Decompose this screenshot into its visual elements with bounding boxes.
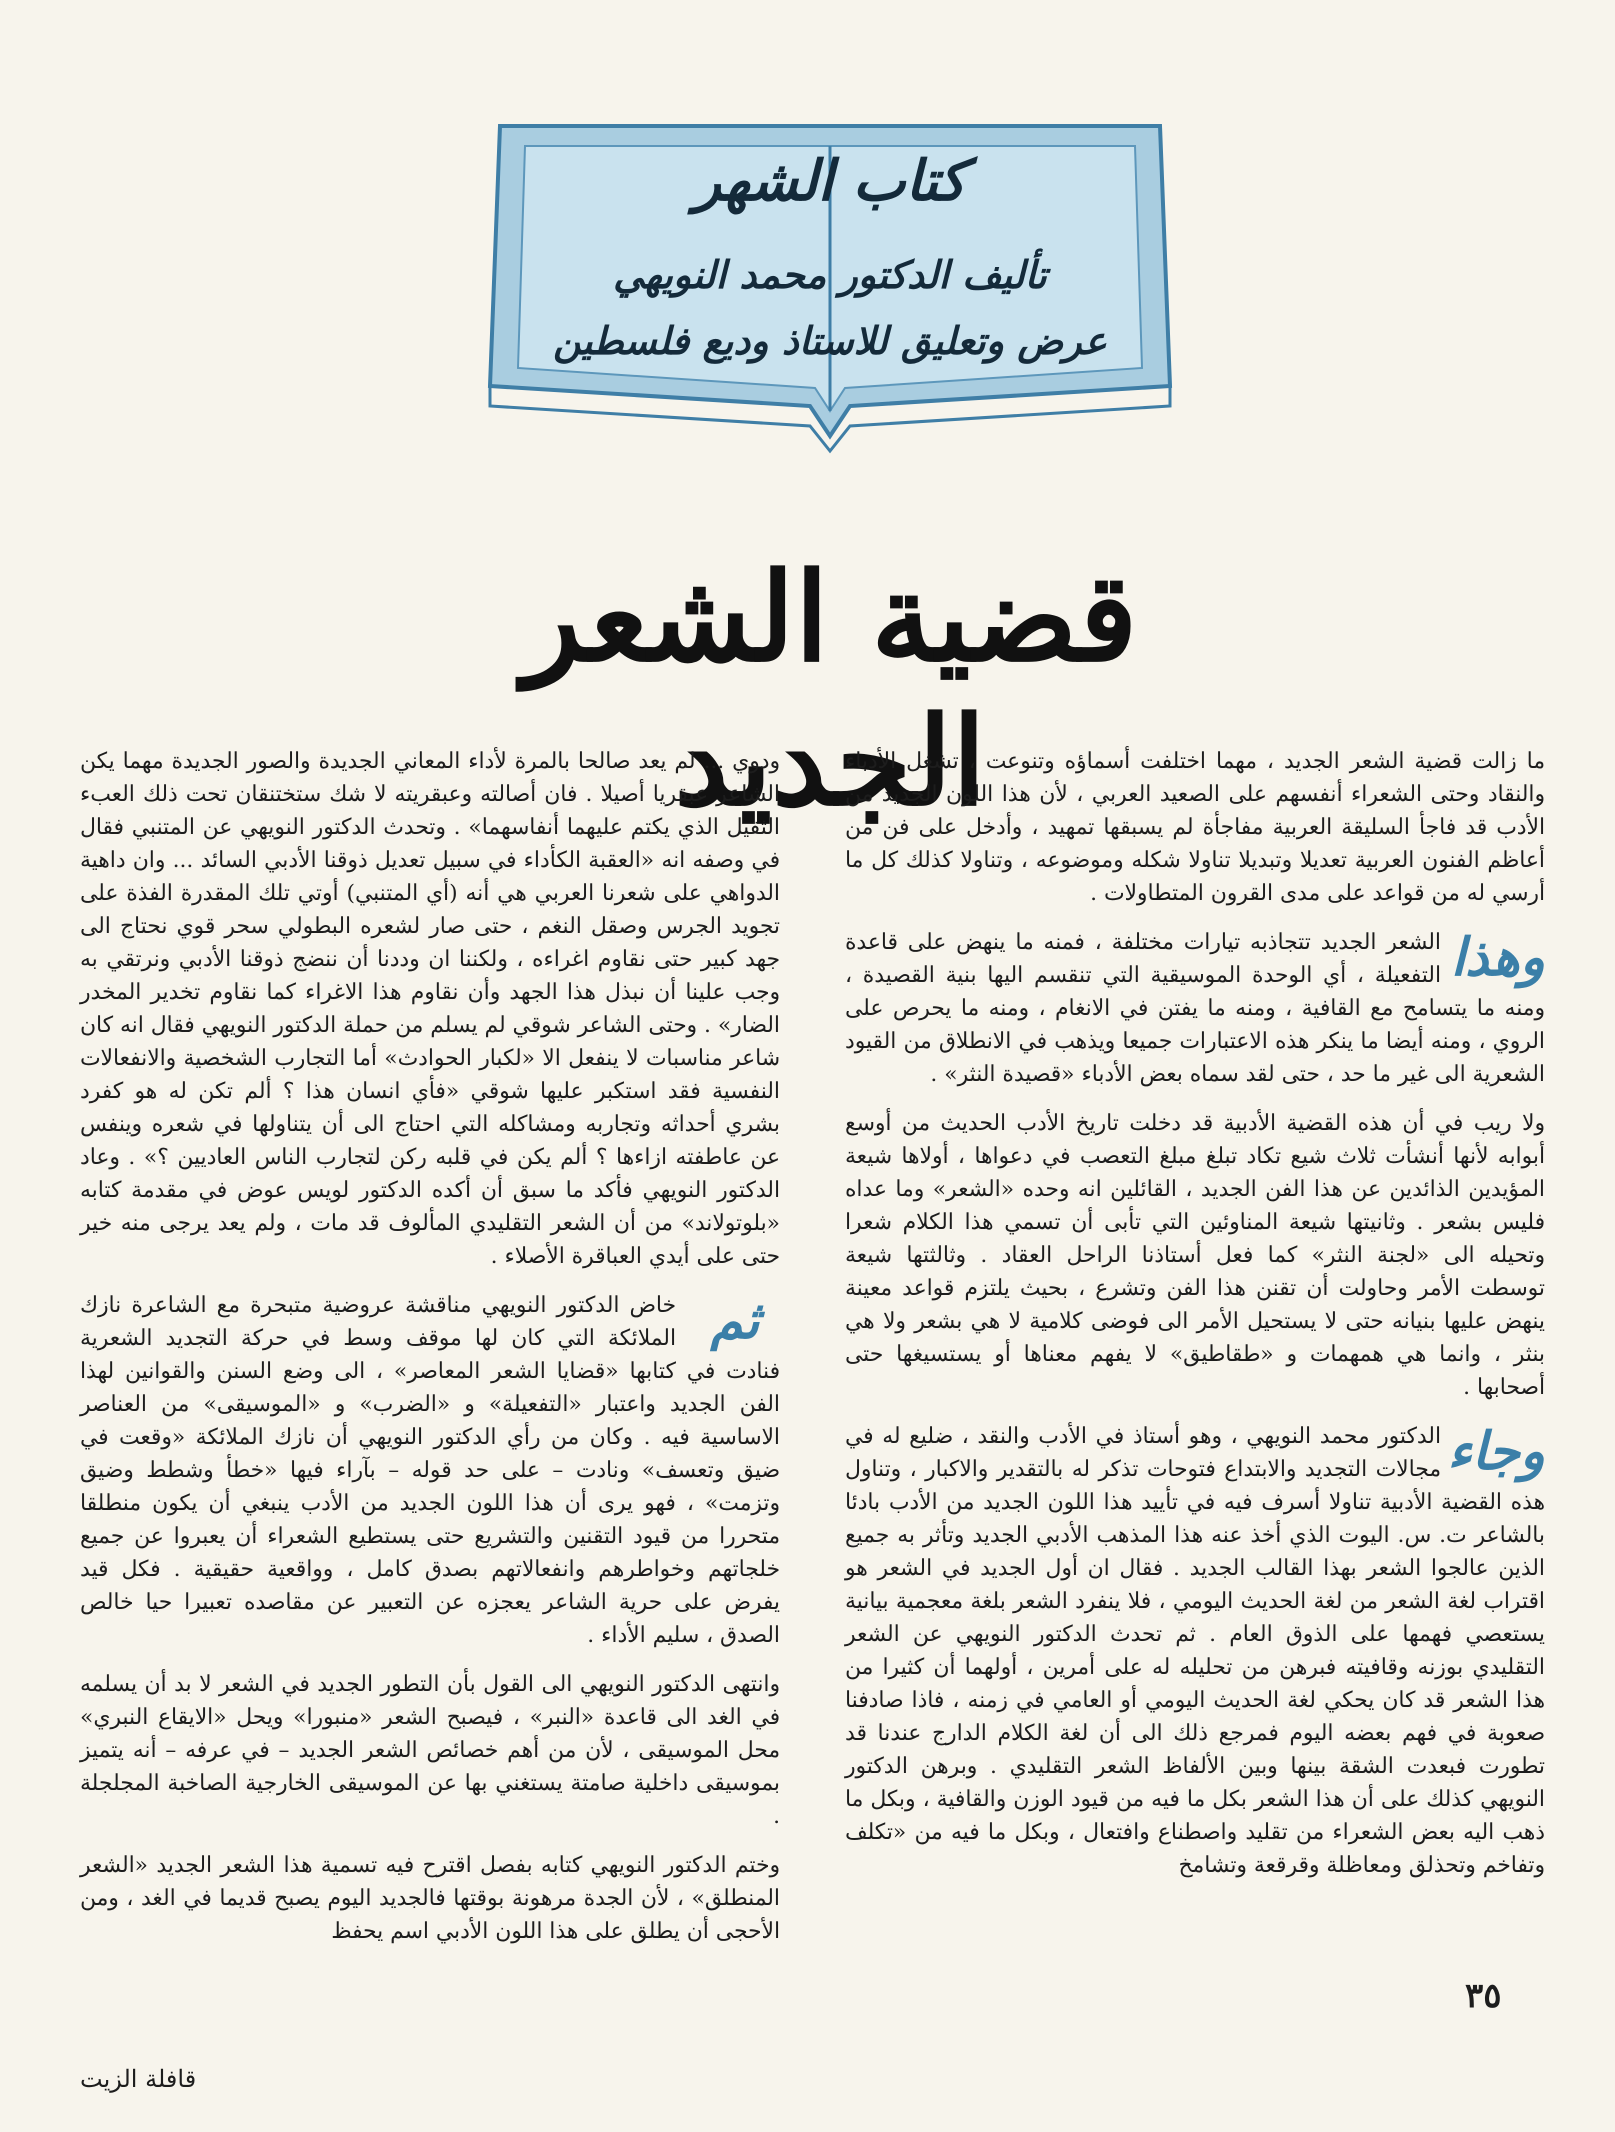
article-title: قضية الشعر الجديد: [522, 545, 1138, 833]
page-number: ٣٥: [1465, 1976, 1502, 2016]
drop-word: ثم: [710, 1290, 760, 1351]
paragraph: [80, 1289, 780, 1652]
drop-word: وهذا: [1450, 927, 1545, 988]
right-column: [845, 745, 1545, 1898]
paragraph: ودوي ... لم يعد صالحا بالمرة لأداء المعاني الجديدة والصور الجديدة مهما يكن الشاعر عبقريا أصيلا . فان أصالته وعبقريته لا شك ستختنقان تحت ذلك العبء الثقيل الذي يكتم عليهما أنفاسهما» . وتحدث الدكتور النويهي عن المتنبي فقال في وصفه انه «العقبة الكأداء في سبيل تعديل ذوقنا الأدبي السائد ... وان داهية الدواهي على شعرنا العربي هي أنه (أي المتنبي) أوتي تلك المقدرة الفذة على تجويد الجرس وصقل النغم ، حتى صار لشعره البطولي سحر قوي نحتاج الى جهد كبير حتى نقاوم اغراءه ، ولكننا ان وددنا أن ننضج ذوقنا الأدبي ونرتقي به وجب علينا أن نبذل هذا الجهد وأن نقاوم هذا الاغراء كما نقاوم تخدير المخدر الضار» . وحتى الشاعر شوقي لم يسلم من حملة الدكتور النويهي فقال انه كان شاعر مناسبات لا ينفعل الا «لكبار الحوادث» أما التجارب الشخصية والانفعالات النفسية فقد استكبر عليها شوقي «فأي انسان هذا ؟ ألم تكن له هو كفرد بشري أحداثه وتجاربه ومشاكله التي احتاج الى أن يتناولها في شعره وينفس عن عاطفته ازاءها ؟ ألم يكن في قلبه ركن لتجارب الناس العاديين ؟» . وعاد الدكتور النويهي فأكد ما سبق أن أكده الدكتور لويس عوض في مقدمة كتابه «بلوتولاند» من أن الشعر التقليدي المألوف قد مات ، ولم يعد يرجى منه خير حتى على أيدي العباقرة الأصلاء .: [80, 749, 780, 1269]
book-author-line: تأليف الدكتور محمد النويهي: [613, 252, 1047, 297]
paragraph-text: خاض الدكتور النويهي مناقشة عروضية متبحرة مع الشاعرة نازك الملائكة التي كان لها موقف وسط في حركة التجديد الشعرية فنادت في كتابها «قضايا الشعر المعاصر» ، الى وضع السنن والقوانين لهذا الفن الجديد واعتبار «التفعيلة» و «الضرب» و «الموسيقى» من العناصر الاساسية فيه . وكان من رأي الدكتور النويهي أن نازك الملائكة «وقعت في ضيق وتعسف» ونادت – على حد قوله – بآراء فيها «خطأ وشطط وضيق وتزمت» ، فهو يرى أن هذا اللون الجديد من الأدب ينبغي أن يكون منطلقا متحررا من قيود التقنين والتشريع حتى يستطيع الشعراء أن يعبروا عن جميع خلجاتهم وخواطرهم وانفعالاتهم بصدق كامل ، وواقعية حقيقية . فكل قيد يفرض على حرية الشاعر يعجزه عن التعبير عن مقاصده تعبيرا حيا خالص الصدق ، سليم الأداء .: [80, 1293, 780, 1648]
paragraph: ما زالت قضية الشعر الجديد ، مهما اختلفت أسماؤه وتنوعت ، تشغل الأدباء والنقاد وحتى الشعراء أنفسهم على الصعيد العربي ، لأن هذا اللون الجديد من الأدب قد فاجأ السليقة العربية مفاجأة لم يسبقها تمهيد ، وأدخل على فن من أعاظم الفنون العربية تعديلا وتبديلا تناولا شكله وموضوعه ، وتناولا كذلك كل ما أرسي له من قواعد على مدى القرون المتطاولات .: [845, 749, 1545, 906]
paragraph: وختم الدكتور النويهي كتابه بفصل اقترح فيه تسمية هذا الشعر الجديد «الشعر المنطلق» ، لأن الجدة مرهونة بوقتها فالجديد اليوم يصبح قديما في الغد ، ومن الأحجى أن يطلق على هذا اللون الأدبي اسم يحفظ: [80, 1853, 780, 1944]
left-column: [80, 745, 780, 1964]
drop-word: وجاء: [1447, 1421, 1545, 1482]
paragraph-text: الشعر الجديد تتجاذبه تيارات مختلفة ، فمنه ما ينهض على قاعدة التفعيلة ، أي الوحدة الموسيقية التي تنقسم اليها بنية القصيدة ، ومنه ما يتسامح مع القافية ، ومنه ما يفتن في الانغام ، ومنه ما يحرص على الروي ، ومنه أيضا ما ينكر هذه الاعتبارات جميعا ويذهب في الانطلاق من القيود الشعرية الى غير ما حد ، حتى لقد سماه بعض الأدباء «قصيدة النثر» .: [845, 930, 1545, 1087]
section-kicker: كتاب الشهر: [693, 148, 967, 214]
magazine-name: قافلة الزيت: [80, 2065, 197, 2093]
paragraph: ولا ريب في أن هذه القضية الأدبية قد دخلت تاريخ الأدب الحديث من أوسع أبوابه لأنها أنشأت ثلاث شيع تكاد تبلغ مبلغ التعصب في دعواها ، أولاها شيعة المؤيدين الذائدين عن هذا الفن الجديد ، القائلين انه وحده «الشعر» وما عداه فليس بشعر . وثانيتها شيعة المناوئين التي تأبى أن تسمي هذا الكلام شعرا وتحيله الى «لجنة النثر» كما فعل أستاذنا الراحل العقاد . وثالثتها شيعة توسطت الأمر وحاولت أن تقنن هذا الفن وتشرع ، بحيث يلتزم قواعد معينة ينهض عليها بنيانه حتى لا يستحيل الأمر الى فوضى كلامية لا هي بشعر ولا هي بنثر ، وانما هي همهمات و «طقاطيق» لا يفهم معناها أو يستسيغها حتى أصحابها .: [845, 1111, 1545, 1400]
paragraph: [845, 1420, 1545, 1882]
review-author-line: عرض وتعليق للاستاذ وديع فلسطين: [553, 318, 1107, 363]
paragraph: وانتهى الدكتور النويهي الى القول بأن التطور الجديد في الشعر لا بد أن يسلمه في الغد الى قاعدة «النبر» ، فيصبح الشعر «منبورا» ويحل «الايقاع النبري» محل الموسيقى ، لأن من أهم خصائص الشعر الجديد – في عرفه – أنه يتميز بموسيقى داخلية صامتة يستغني بها عن الموسيقى الخارجية الصاخبة المجلجلة .: [80, 1672, 780, 1829]
paragraph: [845, 926, 1545, 1091]
paragraph-text: الدكتور محمد النويهي ، وهو أستاذ في الأدب والنقد ، ضليع له في مجالات التجديد والابتداع فتوحات تذكر له بالتقدير والاكبار ، وتناول هذه القضية الأدبية تناولا أسرف فيه في تأييد هذا اللون الجديد من الأدب بادئا بالشاعر ت. س. اليوت الذي أخذ عنه هذا المذهب الأدبي الجديد وتأثر به جميع الذين عالجوا الشعر بهذا القالب الجديد . فقال ان أول الجديد في الشعر هو اقتراب لغة الشعر من لغة الحديث اليومي ، فلا ينفرد الشعر بلغة معجمية بيانية يستعصي فهمها على الذوق العام . ثم تحدث الدكتور النويهي عن الشعر التقليدي بوزنه وقافيته فبرهن من تحليله له على أمرين ، أولهما أن كثيرا من هذا الشعر قد كان يحكي لغة الحديث اليومي أو العامي في زمنه ، فاذا صادفنا صعوبة في فهم بعضه اليوم فمرجع ذلك الى أن لغة الكلام الدارج عندنا قد تطورت فبعدت الشقة بينها وبين الألفاظ الشعر التقليدي . وبرهن الدكتور النويهي كذلك على أن هذا الشعر بكل ما فيه من قيود الوزن والقافية ، وبكل ما ذهب اليه بعض الشعراء من تقليد واصطناع وافتعال ، وبكل ما فيه من «تكلف وتفاخم وتحذلق ومعاظلة وقرقعة وتشامخ: [845, 1424, 1545, 1878]
